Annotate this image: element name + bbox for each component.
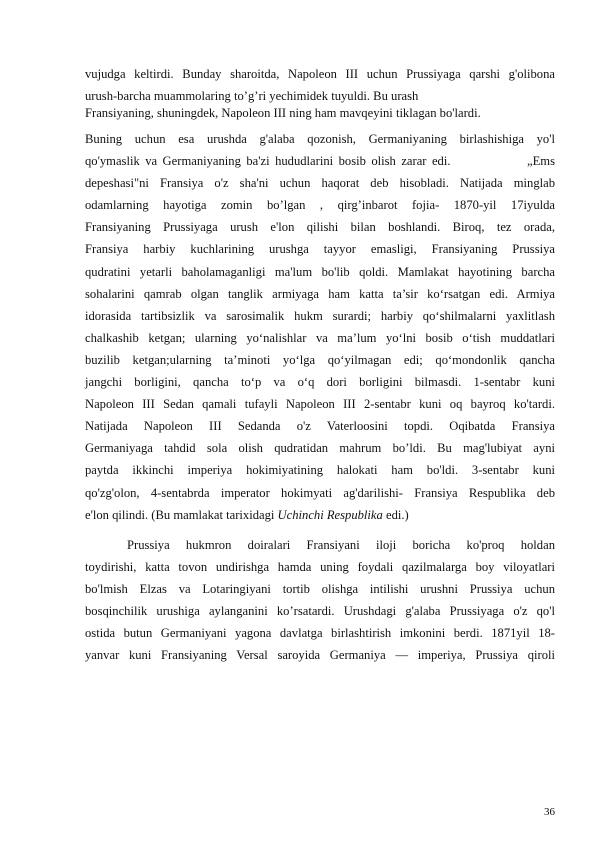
paragraph-line: paytda ikkinchi imperiya hokimiyatining halokati ham bo'ldi. 3-sentabr kuni	[85, 463, 555, 478]
paragraph-final-line	[85, 504, 555, 526]
paragraph-line: chalkashib ketgan; ularning yo‘nalishlar va ma’lum yo‘lni bosib o‘tish muddatlari	[85, 330, 555, 345]
paragraph-line: bosqinchilik urushiga aylanganini ko’rsatardi. Urushdagi g'alaba Prussiyaga o'z qo'l	[85, 604, 555, 619]
paragraph-line: bo'lmish Elzas va Lotaringiyani tortib olishga intilishi urushni Prussiya uchun	[85, 582, 555, 597]
italic-term: Uchinchi Respublika	[277, 507, 383, 522]
paragraph-line: odamlarning hayotiga zomin bo’lgan , qirg’inbarot fojia- 1870-yil 17iyulda	[85, 198, 555, 213]
page-number: 36	[544, 806, 555, 818]
paragraph-line: yanvar kuni Fransiyaning Versal saroyida Germaniya — imperiya, Prussiya qiroli	[85, 648, 555, 663]
paragraph-line: qo'zg'olon, 4-sentabrda imperator hokimyati ag'darilishi- Fransiya Respublika deb	[85, 485, 555, 500]
final-line-text: edi.)	[382, 507, 409, 522]
intro-text	[85, 63, 555, 121]
paragraph-line: buzilib ketgan;ularning ta’minoti yo‘lga qo‘yilmagan edi; qo‘mondonlik qancha	[85, 352, 555, 367]
paragraph-line: Germaniyaga tahdid sola olish qudratidan mahrum bo’ldi. Bu mag'lubiyat ayni	[85, 441, 555, 456]
paragraph-line: Fransiyaning Prussiyaga urush e'lon qilishi bilan boshlandi. Biroq, tez orada,	[85, 220, 555, 235]
intro-line: Fransiyaning, shuningdek, Napoleon III ning ham mavqeyini tiklagan bo'lardi.	[85, 106, 481, 121]
intro-line: urush-barcha muammolaring to’g’ri yechimidek tuyuldi. Bu urash	[85, 89, 419, 104]
paragraph-line: jangchi borligini, qancha to‘p va o‘q dori borligini bilmasdi. 1-sentabr kuni	[85, 375, 555, 390]
paragraph-line: qo'ymaslik va Germaniyaning ba'zi hududlarini bosib olish zarar edi. „Ems	[85, 154, 555, 169]
paragraph-line: ostida butun Germaniyani yagona davlatga birlashtirish imkonini berdi. 1871yil 18-	[85, 626, 555, 641]
paragraph-line: Natijada Napoleon III Sedanda o'z Vaterloosini topdi. Oqibatda Fransiya	[85, 419, 555, 434]
paragraph-line: qudratini yetarli baholamaganligi ma'lum bo'lib qoldi. Mamlakat hayotining barcha	[85, 264, 555, 279]
paragraph-line: Prussiya hukmron doiralari Fransiyani iloji boricha ko'proq holdan	[127, 538, 555, 552]
final-line-text: e'lon qilindi. (Bu mamlakat tarixidagi	[85, 507, 278, 522]
paragraph-line: depeshasi"ni Fransiya o'z sha'ni uchun haqorat deb hisobladi. Natijada minglab	[85, 176, 555, 191]
intro-line: vujudga keltirdi. Bunday sharoitda, Napoleon III uchun Prussiyaga qarshi g'olibona	[85, 67, 555, 81]
paragraph-line: Fransiya harbiy kuchlarining urushga tayyor emasligi, Fransiyaning Prussiya	[85, 242, 555, 257]
body-paragraph-2	[85, 534, 555, 667]
body-paragraph-1	[85, 128, 555, 526]
paragraph-line: Buning uchun esa urushda g'alaba qozonish, Germaniyaning birlashishiga yo'l	[85, 132, 555, 146]
paragraph-line: idorasida tartibsizlik va sarosimalik hukm surardi; harbiy qo‘shilmalarni yaxlitlash	[85, 308, 555, 323]
paragraph-line: sohalarini qamrab olgan tanglik armiyaga ham katta ta’sir ko‘rsatgan edi. Armiya	[85, 286, 555, 301]
paragraph-line: toydirishi, katta tovon undirishga hamda uning foydali qazilmalarga boy viloyatlari	[85, 560, 555, 575]
paragraph-line: Napoleon III Sedan qamali tufayli Napoleon III 2-sentabr kuni oq bayroq ko'tardi.	[85, 397, 555, 412]
